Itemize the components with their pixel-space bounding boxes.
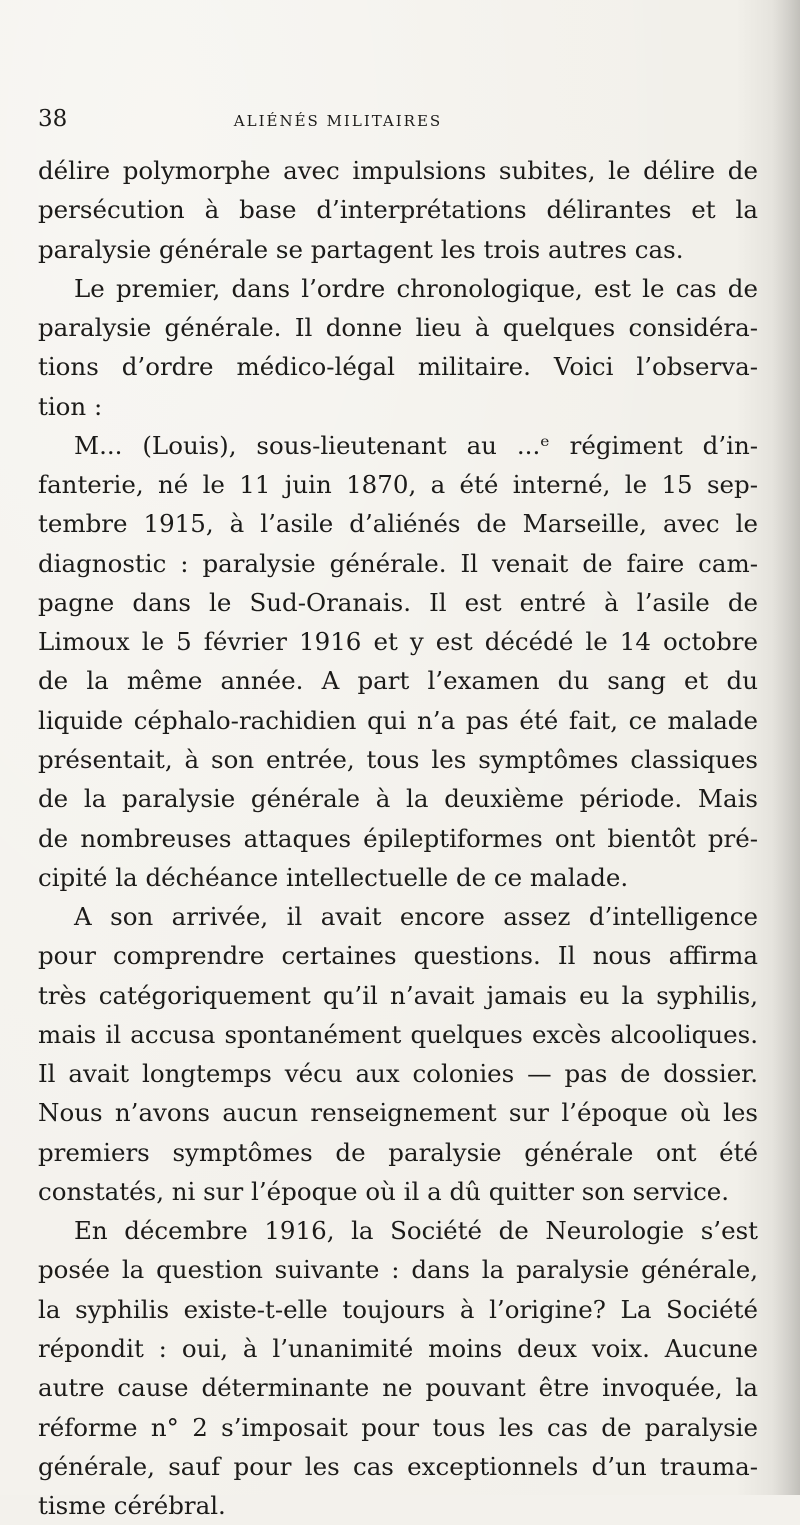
text-line: constatés, ni sur l’époque où il a dû quitter son service. [38,1176,730,1206]
text-line: Nous n’avons aucun renseignement sur l’époque où les [38,1098,758,1128]
text-line: délire polymorphe avec impulsions subites, le délire de [38,156,758,185]
text-line: Limoux le 5 février 1916 et y est décédé le 14 octobre [38,627,758,657]
text-line: pagne dans le Sud-Oranais. Il est entré à l’asile de [38,587,758,617]
text-line: Il avait longtemps vécu aux colonies — pas de dossier. [38,1059,758,1089]
text-line: En décembre 1916, la Société de Neurologie s’est [74,1216,758,1246]
text-line: tisme cérébral. [38,1491,226,1521]
text-line: M... (Louis), sous-lieutenant au ...ᵉ régiment d’in- [74,430,758,460]
text-line: posée la question suivante : dans la paralysie générale, [38,1255,758,1285]
text-line: répondit : oui, à l’unanimité moins deux voix. Aucune [38,1333,758,1363]
text-line: Le premier, dans l’ordre chronologique, est le cas de [74,273,758,303]
text-line: premiers symptômes de paralysie générale ont été [38,1137,758,1167]
text-line: pour comprendre certaines questions. Il nous affirma [38,941,758,971]
text-line: diagnostic : paralysie générale. Il venait de faire cam- [38,548,758,578]
text-line: mais il accusa spontanément quelques excès alcooliques. [38,1019,758,1049]
text-line: de la même année. A part l’examen du sang et du [38,666,758,696]
text-line: liquide céphalo-rachidien qui n’a pas été fait, ce malade [38,705,758,735]
text-line: tion : [38,391,103,421]
text-line: tions d’ordre médico-légal militaire. Voici l’observa- [38,352,758,382]
body-text [38,151,758,1525]
text-line: présentait, à son entrée, tous les symptômes classiques [38,744,758,774]
text-line: autre cause déterminante ne pouvant être invoquée, la [38,1373,758,1403]
text-line: réforme n° 2 s’imposait pour tous les cas de paralysie [38,1412,758,1442]
text-line: de la paralysie générale à la deuxième période. Mais [38,784,758,814]
text-line: paralysie générale se partagent les trois autres cas. [38,234,684,264]
running-title: ALIÉNÉS MILITAIRES [233,112,443,130]
text-line: générale, sauf pour les cas exceptionnels d’un trauma- [38,1451,758,1481]
text-line: de nombreuses attaques épileptiformes ont bientôt pré- [38,823,758,853]
page-header [38,104,758,134]
text-line: cipité la déchéance intellectuelle de ce malade. [38,862,629,892]
text-line: persécution à base d’interprétations délirantes et la [38,195,758,225]
text-line: A son arrivée, il avait encore assez d’intelligence [74,902,758,932]
text-line: très catégoriquement qu’il n’avait jamais eu la syphilis, [38,980,758,1010]
text-line: la syphilis existe-t-elle toujours à l’origine? La Société [38,1294,758,1324]
text-line: tembre 1915, à l’asile d’aliénés de Marseille, avec le [38,509,758,539]
page-number: 38 [38,106,68,132]
text-line: fanterie, né le 11 juin 1870, a été interné, le 15 sep- [38,470,758,500]
page-edge-shadow [772,0,800,1495]
text-line: paralysie générale. Il donne lieu à quelques considéra- [38,313,758,343]
